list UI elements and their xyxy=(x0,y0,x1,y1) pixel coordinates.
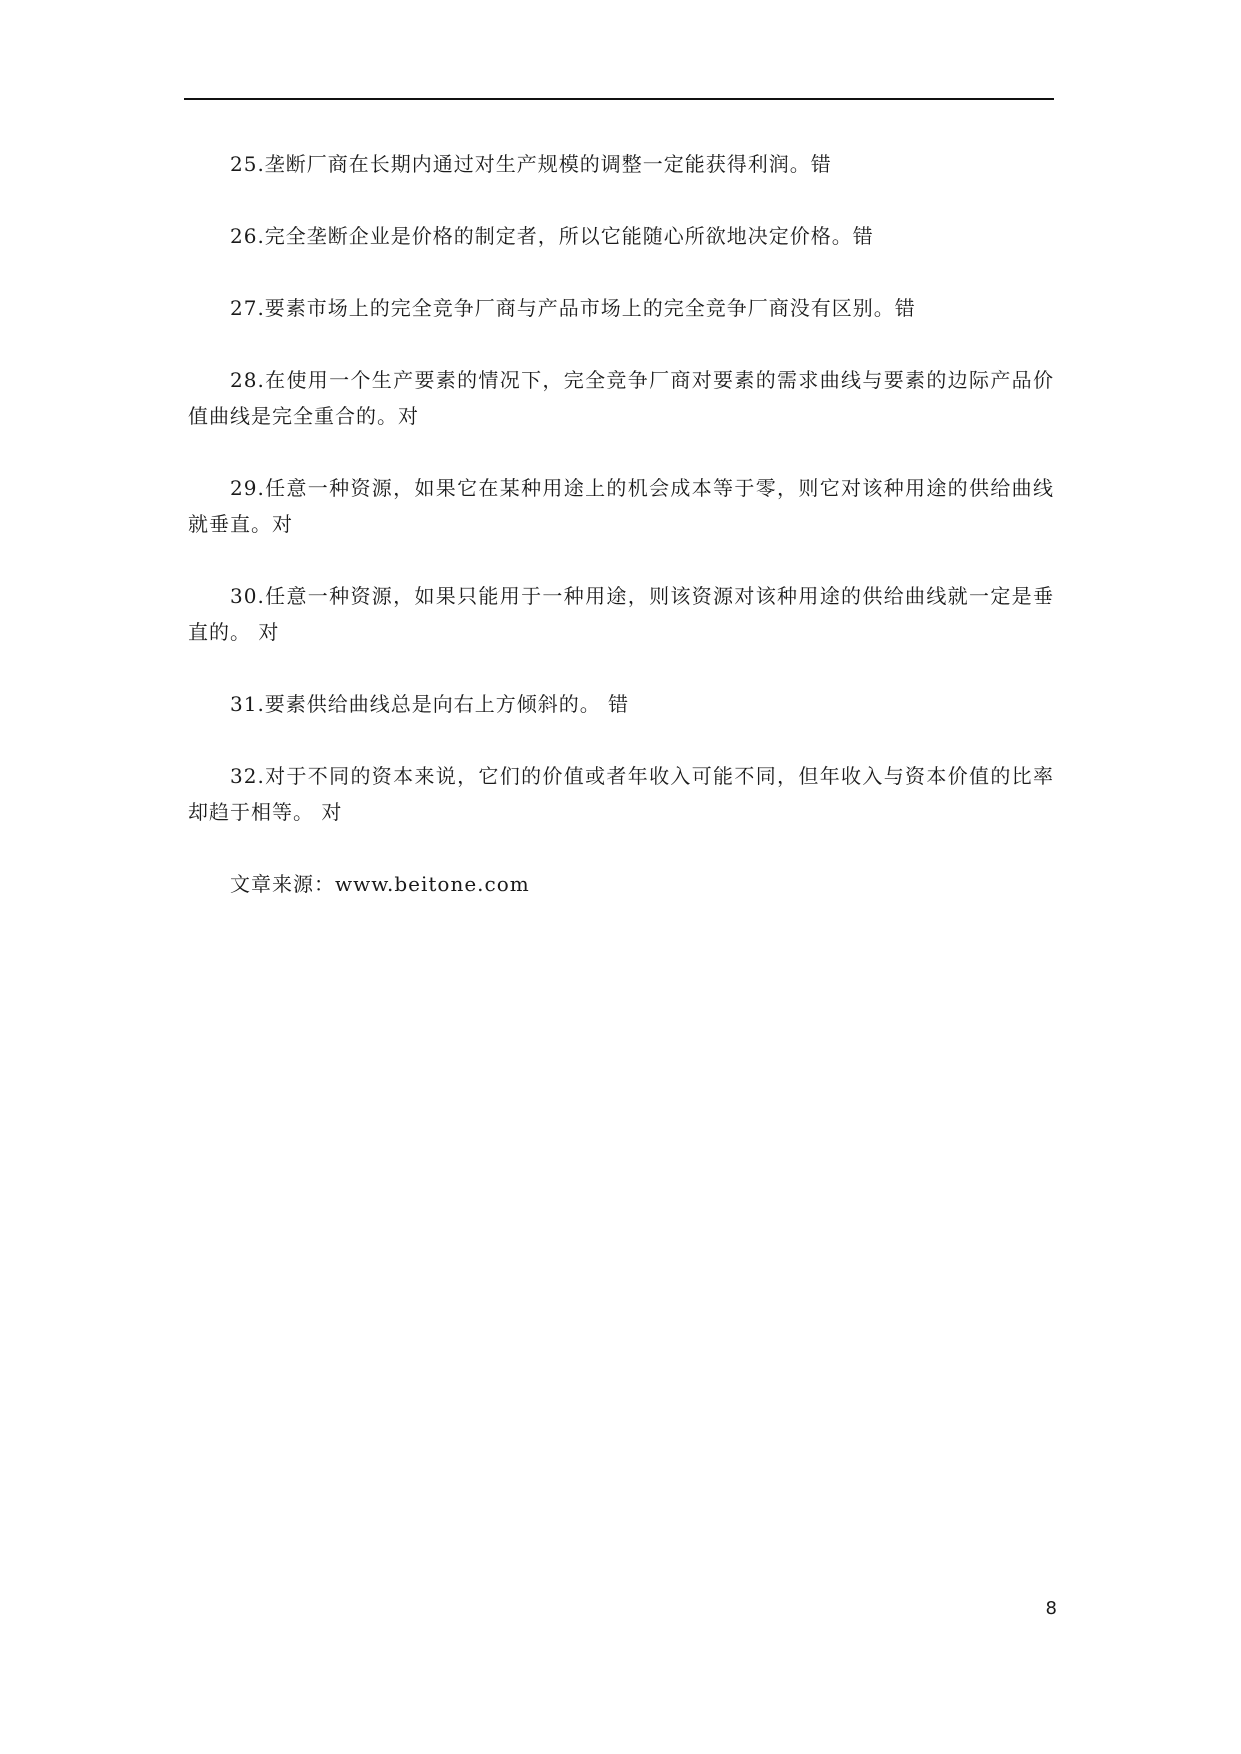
document-body xyxy=(188,146,1054,938)
question-27: 27.要素市场上的完全竞争厂商与产品市场上的完全竞争厂商没有区别。错 xyxy=(230,296,916,320)
question-28: 28.在使用一个生产要素的情况下，完全竞争厂商对要素的需求曲线与要素的边际产品价值曲线是完全重合的。对 xyxy=(188,368,1054,428)
source-line: 文章来源：www.beitone.com xyxy=(230,872,530,896)
question-30: 30.任意一种资源，如果只能用于一种用途，则该资源对该种用途的供给曲线就一定是垂直的。 对 xyxy=(188,584,1054,644)
question-26: 26.完全垄断企业是价格的制定者，所以它能随心所欲地决定价格。错 xyxy=(230,224,874,248)
page-number: 8 xyxy=(1045,1598,1057,1619)
question-25: 25.垄断厂商在长期内通过对生产规模的调整一定能获得利润。错 xyxy=(230,152,832,176)
question-31: 31.要素供给曲线总是向右上方倾斜的。 错 xyxy=(230,692,630,716)
question-32: 32.对于不同的资本来说，它们的价值或者年收入可能不同，但年收入与资本价值的比率却趋于相等。 对 xyxy=(188,764,1054,824)
question-29: 29.任意一种资源，如果它在某种用途上的机会成本等于零，则它对该种用途的供给曲线就垂直。对 xyxy=(188,476,1054,536)
header-rule xyxy=(184,98,1054,100)
